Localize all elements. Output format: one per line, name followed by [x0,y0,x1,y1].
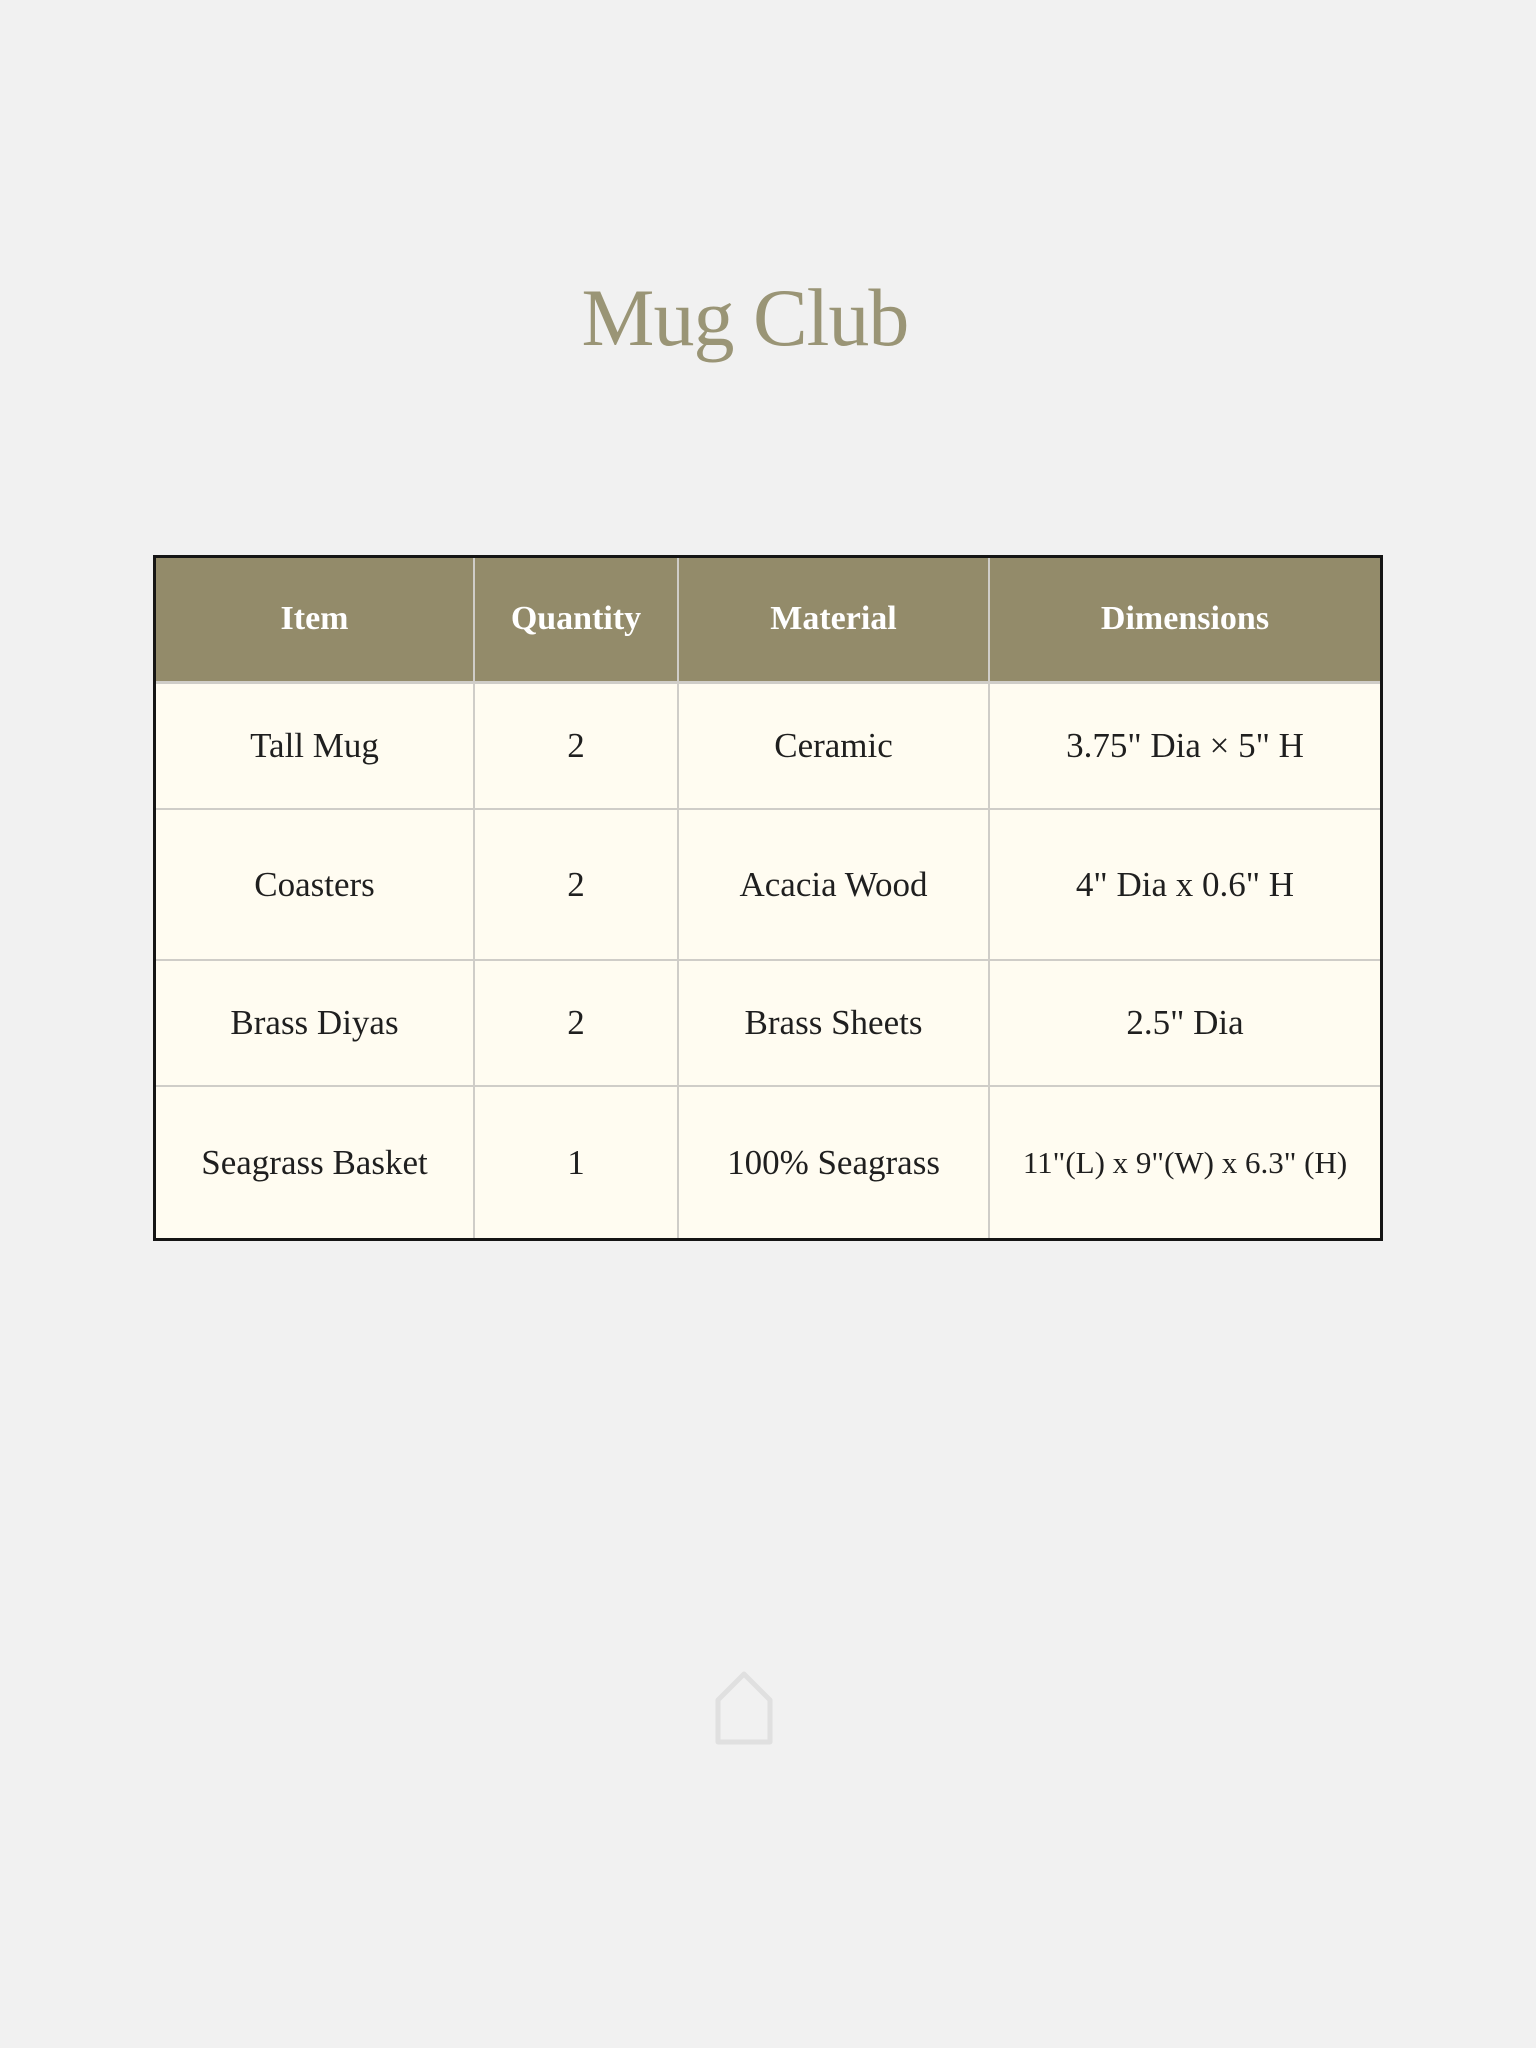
cell-dimensions: 4" Dia x 0.6" H [989,809,1380,960]
cell-dimensions: 11"(L) x 9"(W) x 6.3" (H) [989,1086,1380,1238]
cell-item: Coasters [156,809,474,960]
cell-material: Acacia Wood [678,809,989,960]
header-quantity: Quantity [474,558,678,682]
cell-material: Ceramic [678,682,989,809]
cell-quantity: 2 [474,960,678,1086]
cell-material: 100% Seagrass [678,1086,989,1238]
page-title: Mug Club [581,272,909,363]
cell-quantity: 2 [474,682,678,809]
product-table [156,558,1380,1238]
header-item: Item [156,558,474,682]
table-row [156,682,1380,809]
table-row [156,960,1380,1086]
cell-item: Brass Diyas [156,960,474,1086]
cell-item: Seagrass Basket [156,1086,474,1238]
cell-material: Brass Sheets [678,960,989,1086]
home-icon[interactable] [714,1668,774,1746]
table-row [156,1086,1380,1238]
home-icon-graphic [714,1668,774,1746]
cell-quantity: 2 [474,809,678,960]
cell-item: Tall Mug [156,682,474,809]
product-table-container [153,555,1383,1241]
table-row [156,809,1380,960]
header-dimensions: Dimensions [989,558,1380,682]
header-material: Material [678,558,989,682]
cell-dimensions: 2.5" Dia [989,960,1380,1086]
cell-quantity: 1 [474,1086,678,1238]
table-header-row [156,558,1380,682]
cell-dimensions: 3.75" Dia × 5" H [989,682,1380,809]
